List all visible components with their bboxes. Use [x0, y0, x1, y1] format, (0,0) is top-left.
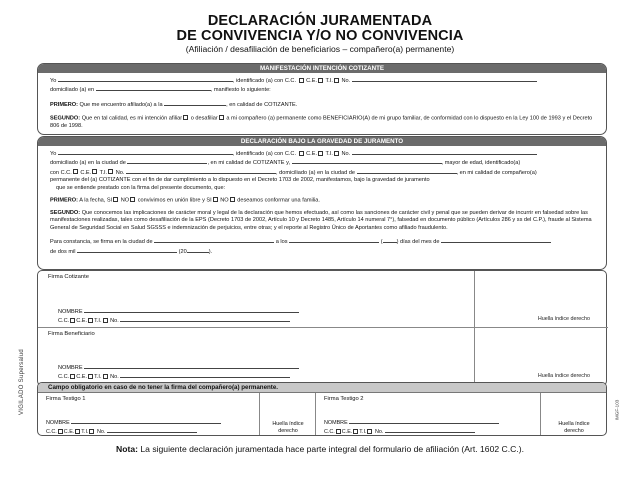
signature-cotizante-row [38, 271, 608, 328]
s2-ce-checkbox[interactable] [318, 151, 323, 156]
title-block [0, 14, 640, 55]
s2-line-decree: permanente del (a) COTIZANTE con el fin de dar cumplimiento a lo dispuesto en el Decreto 1703 de 2002, manifestamos, bajo la gravedad de juramento [50, 177, 430, 184]
form-code: IMGF-103 [614, 399, 620, 421]
s1-name-field[interactable] [58, 76, 233, 82]
cotizante-ce-checkbox[interactable] [88, 318, 93, 323]
witness2-name-field[interactable] [349, 418, 499, 424]
witness-area [37, 382, 607, 436]
beneficiario-fingerprint-label: Huella índice derecho [537, 373, 590, 379]
s1-ce-checkbox[interactable] [318, 78, 323, 83]
s2-companion-cc-checkbox[interactable] [73, 169, 78, 174]
cotizante-name-field[interactable] [84, 307, 299, 313]
s1-cc-checkbox[interactable] [299, 78, 304, 83]
beneficiario-name-field[interactable] [84, 363, 299, 369]
s2-primero: PRIMERO: A la fecha, SI NO convivimos en unión libre y SI NO deseamos conformar una familia. [50, 197, 320, 204]
section-manifestacion [37, 63, 607, 135]
witness2-name-block: NOMBRE C.C. C.E. T.I. No. [324, 418, 499, 436]
s2-companion-ce-checkbox[interactable] [92, 169, 97, 174]
cotizante-doc-field[interactable] [120, 316, 290, 322]
s2-companion-ti-checkbox[interactable] [108, 169, 113, 174]
witness1-signature-box[interactable] [38, 393, 260, 435]
witness1-fingerprint-box[interactable] [260, 393, 316, 435]
s1-afiliar-checkbox[interactable] [183, 115, 188, 120]
witness2-doc-field[interactable] [385, 427, 475, 433]
s2-days-text-field[interactable] [289, 237, 379, 243]
signature-cotizante-box[interactable] [38, 271, 475, 327]
witness1-doc-field[interactable] [107, 427, 197, 433]
document-subtitle: (Afiliación / desafiliación de beneficiarios – compañero(a) permanente) [185, 44, 455, 54]
s2-doc-number-field[interactable] [352, 149, 537, 155]
witness1-name-field[interactable] [71, 418, 221, 424]
beneficiario-cc-checkbox[interactable] [70, 374, 75, 379]
s2-familia-no-checkbox[interactable] [230, 197, 235, 202]
s2-convive-si-checkbox[interactable] [113, 197, 118, 202]
firma-testigo2-label: Firma Testigo 2 [324, 396, 364, 402]
s2-companion-doc-field[interactable] [126, 168, 276, 174]
witness1-cc-checkbox[interactable] [58, 429, 63, 434]
signature-beneficiario-box[interactable] [38, 328, 475, 386]
section-declaracion [37, 136, 607, 270]
footer-note: Nota: La siguiente declaración juramentada hace parte integral del formulario de afiliación (Art. 1602 C.C.). [116, 444, 524, 454]
s2-line-identification: Yo , identificado (a) con C.C. C.E. T.I. No. [50, 149, 594, 158]
document-title-line2: DE CONVIVENCIA Y/O NO CONVIVENCIA [176, 28, 464, 44]
cotizante-ti-checkbox[interactable] [103, 318, 108, 323]
s1-doc-number-field[interactable] [352, 76, 537, 82]
s2-year-number-field[interactable] [187, 247, 209, 253]
s2-line-domicile: domiciliado (a) en la ciudad de , en mi calidad de COTIZANTE y, , mayor de edad, identificado(a) [50, 160, 521, 167]
section-manifestacion-heading: MANIFESTACIÓN INTENCIÓN COTIZANTE [38, 64, 606, 73]
witness-area-heading: Campo obligatorio en caso de no tener la firma del compañero(a) permanente. [38, 383, 606, 393]
s1-eps-field[interactable] [164, 100, 226, 106]
s1-line-domicile: domiciliado (a) en , manifiesto lo siguiente: [50, 87, 271, 94]
s2-ti-checkbox[interactable] [334, 151, 339, 156]
s1-desafiliar-checkbox[interactable] [219, 115, 224, 120]
s2-city-field[interactable] [127, 158, 207, 164]
s1-ti-checkbox[interactable] [334, 78, 339, 83]
s1-line-identification: Yo , identificado (a) con C.C. C.E. T.I. No. [50, 76, 594, 85]
s2-year-text-field[interactable] [77, 247, 177, 253]
s2-line-oath: que se entiende prestado con la firma del presente documento, que: [56, 184, 226, 191]
s2-name-field[interactable] [58, 149, 233, 155]
signature-beneficiario-row [38, 328, 608, 386]
firma-beneficiario-label: Firma Beneficiario [48, 331, 95, 337]
firma-cotizante-label: Firma Cotizante [48, 274, 89, 280]
s2-line-companion-id: con C.C. C.E. T.I. No. , domiciliado (a) en la ciudad de , en mi calidad de compañero(a) [50, 169, 537, 176]
beneficiario-ce-checkbox[interactable] [88, 374, 93, 379]
s1-segundo: SEGUNDO: Que en tal calidad, es mi intención afiliar o desafiliar a mi compañero (a) permanente como BENEFICIARIO(A) de mi grupo familiar, de conformidad con lo dispuesto en la Ley 100 de 1993 y el Decreto 806 de 1998. [50, 115, 593, 130]
s1-primero: PRIMERO: Que me encuentro afiliado(a) a la , en calidad de COTIZANTE. [50, 101, 298, 108]
witness2-fingerprint-label: Huella índice derecho [558, 421, 590, 434]
witness1-fingerprint-label: Huella índice derecho [272, 421, 304, 434]
s2-constancia: Para constancia, se firma en la ciudad de a los ( ) días del mes de [50, 237, 594, 246]
witness2-signature-box[interactable] [316, 393, 541, 435]
beneficiario-name-block: NOMBRE C.C. C.E. T.I. No. [58, 363, 299, 382]
beneficiario-doc-field[interactable] [120, 372, 290, 378]
witness2-ti-checkbox[interactable] [367, 429, 372, 434]
s2-constancia-year: de dos mil (20 ). [50, 248, 213, 255]
firma-testigo1-label: Firma Testigo 1 [46, 396, 86, 402]
s2-convive-no-checkbox[interactable] [130, 197, 135, 202]
s2-familia-si-checkbox[interactable] [213, 197, 218, 202]
witness1-ce-checkbox[interactable] [75, 429, 80, 434]
s2-segundo: SEGUNDO: Que conocemos las implicaciones de carácter moral y legal de la declaración que hemos efectuado, así como las sanciones de carácter civil y penal que se pueden derivar de incurrir en falsedad sobre las manifestaciones realizadas, tales como desafiliación de la EPS (Decreto 1703 de 2002, Artículo 10 y Decreto 1485, Artículo 14 numeral 7°), falsedad en documento público (Artículos 286 y ss del C.P.), fraude al Sistema General de Seguridad Social en Salud SGSSS e indemnización de perjuicios, entre otras; y el reporte al Registro Único de Aportantes como afiliado fraudulento. [50, 209, 592, 231]
signature-area [37, 270, 607, 386]
s1-domicile-field[interactable] [96, 85, 211, 91]
witness1-ti-checkbox[interactable] [89, 429, 94, 434]
cotizante-name-block: NOMBRE C.C. C.E. T.I. No. [58, 307, 299, 326]
witness2-ce-checkbox[interactable] [353, 429, 358, 434]
cotizante-fingerprint-label: Huella índice derecho [537, 316, 590, 322]
supersalud-logo: VIGILADO Supersalud [19, 348, 25, 416]
s2-days-number-field[interactable] [383, 237, 397, 243]
section-declaracion-heading: DECLARACIÓN BAJO LA GRAVEDAD DE JURAMENTO [38, 137, 606, 146]
s2-month-field[interactable] [441, 237, 551, 243]
witness1-name-block: NOMBRE C.C. C.E. T.I. No. [46, 418, 221, 436]
document-title-line1: DECLARACIÓN JURAMENTADA [207, 13, 433, 29]
s2-cc-checkbox[interactable] [299, 151, 304, 156]
cotizante-cc-checkbox[interactable] [70, 318, 75, 323]
witness2-cc-checkbox[interactable] [336, 429, 341, 434]
s2-sign-city-field[interactable] [154, 237, 274, 243]
beneficiario-ti-checkbox[interactable] [103, 374, 108, 379]
s2-companion-city-field[interactable] [357, 168, 457, 174]
witness2-fingerprint-box[interactable] [541, 393, 607, 435]
s2-companion-name-field[interactable] [292, 158, 442, 164]
